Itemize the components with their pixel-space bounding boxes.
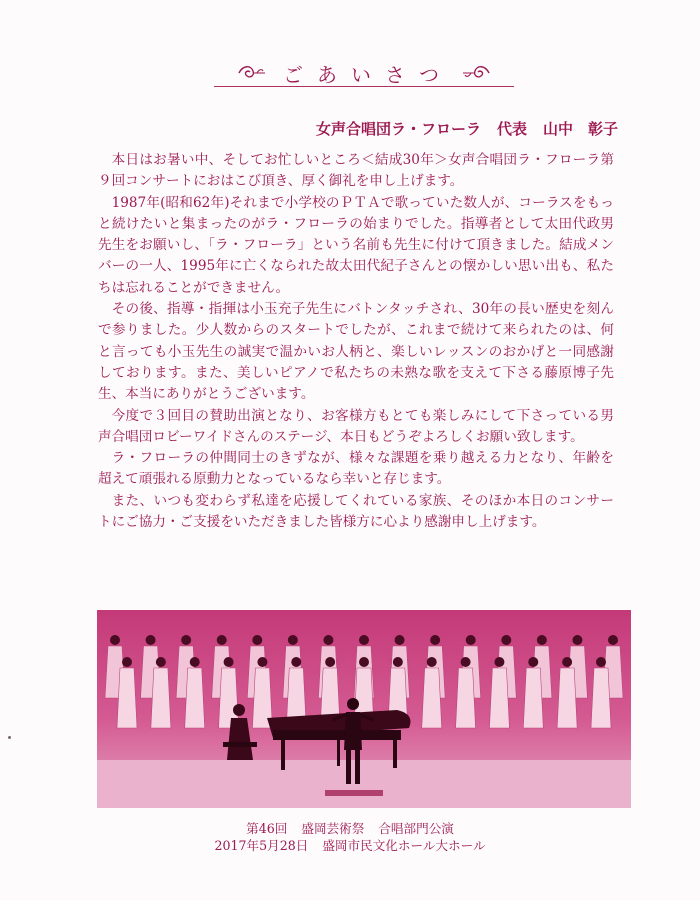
photo-caption <box>0 820 700 854</box>
margin-dot <box>8 736 11 739</box>
caption-line-1 <box>0 820 700 837</box>
caption-event-no: 第46回 <box>246 821 288 836</box>
author-line <box>300 118 618 139</box>
author-group: 女声合唱団ラ・フローラ <box>315 120 481 138</box>
caption-festival: 盛岡芸術祭 <box>301 821 365 836</box>
swirl-ornament-right-icon <box>461 62 493 84</box>
caption-venue: 盛岡市民文化ホール大ホール <box>322 838 486 853</box>
choir-photo-drawing <box>97 610 631 808</box>
author-name: 山中 彰子 <box>542 120 618 138</box>
caption-line-2 <box>0 837 700 854</box>
paragraph: 今度で３回目の賛助出演となり、お客様方もとても楽しみにして下さっている男声合唱団ロビーワイドさんのステージ、本日もどうぞよろしくお願い致します。 <box>98 407 614 445</box>
header-underline <box>214 86 514 87</box>
paragraph: また、いつも変わらず私達を応援してくれている家族、そのほか本日のコンサートにご協力・ご支援をいただきました皆様方に心より感謝申し上げます。 <box>98 492 614 531</box>
swirl-ornament-left-icon <box>235 62 267 84</box>
author-role: 代表 <box>496 120 527 138</box>
page-title: ごあいさつ <box>283 62 453 87</box>
paragraph: その後、指導・指揮は小玉充子先生にバトンタッチされ、30年の長い歴史を刻んで参りました。少人数からのスタートでしたが、これまで続けて来られたのは、何と言っても小玉先生の誠実で温かいお人柄と、楽しいレッスンのおかげと一同感謝しております。また、美しいピアノで私たちの未熟な歌を支えて下さる藤原博子先生、本当にありがとうございます。 <box>98 301 614 403</box>
conductor-podium <box>325 790 383 796</box>
caption-division: 合唱部門公演 <box>378 821 454 836</box>
page-header <box>214 58 514 88</box>
caption-date: 2017年5月28日 <box>214 838 309 853</box>
paragraph: 本日はお暑い中、そしてお忙しいところ＜結成30年＞女声合唱団ラ・フローラ第９回コンサートにおはこび頂き、厚く御礼を申し上げます。 <box>98 152 614 190</box>
paragraph: 1987年(昭和62年)それまで小学校のＰＴＡで歌っていた数人が、コーラスをもっと続けたいと集まったのがラ・フローラの始まりでした。指導者として太田代政男先生をお願いし、「ラ・フローラ」という名前も先生に付けて頂きました。結成メンバーの一人、1995年に亡くなられた故太田代紀子さんとの懐かしい思い出も、私たちは忘れることができません。 <box>98 194 614 296</box>
greeting-body <box>98 150 614 533</box>
paragraph: ラ・フローラの仲間同士のきずなが、様々な課題を乗り越える力となり、年齢を超えて頑張れる原動力となっているなら幸いと存じます。 <box>98 450 614 488</box>
stage-floor <box>97 760 631 808</box>
choir-performance-photo <box>97 610 631 808</box>
